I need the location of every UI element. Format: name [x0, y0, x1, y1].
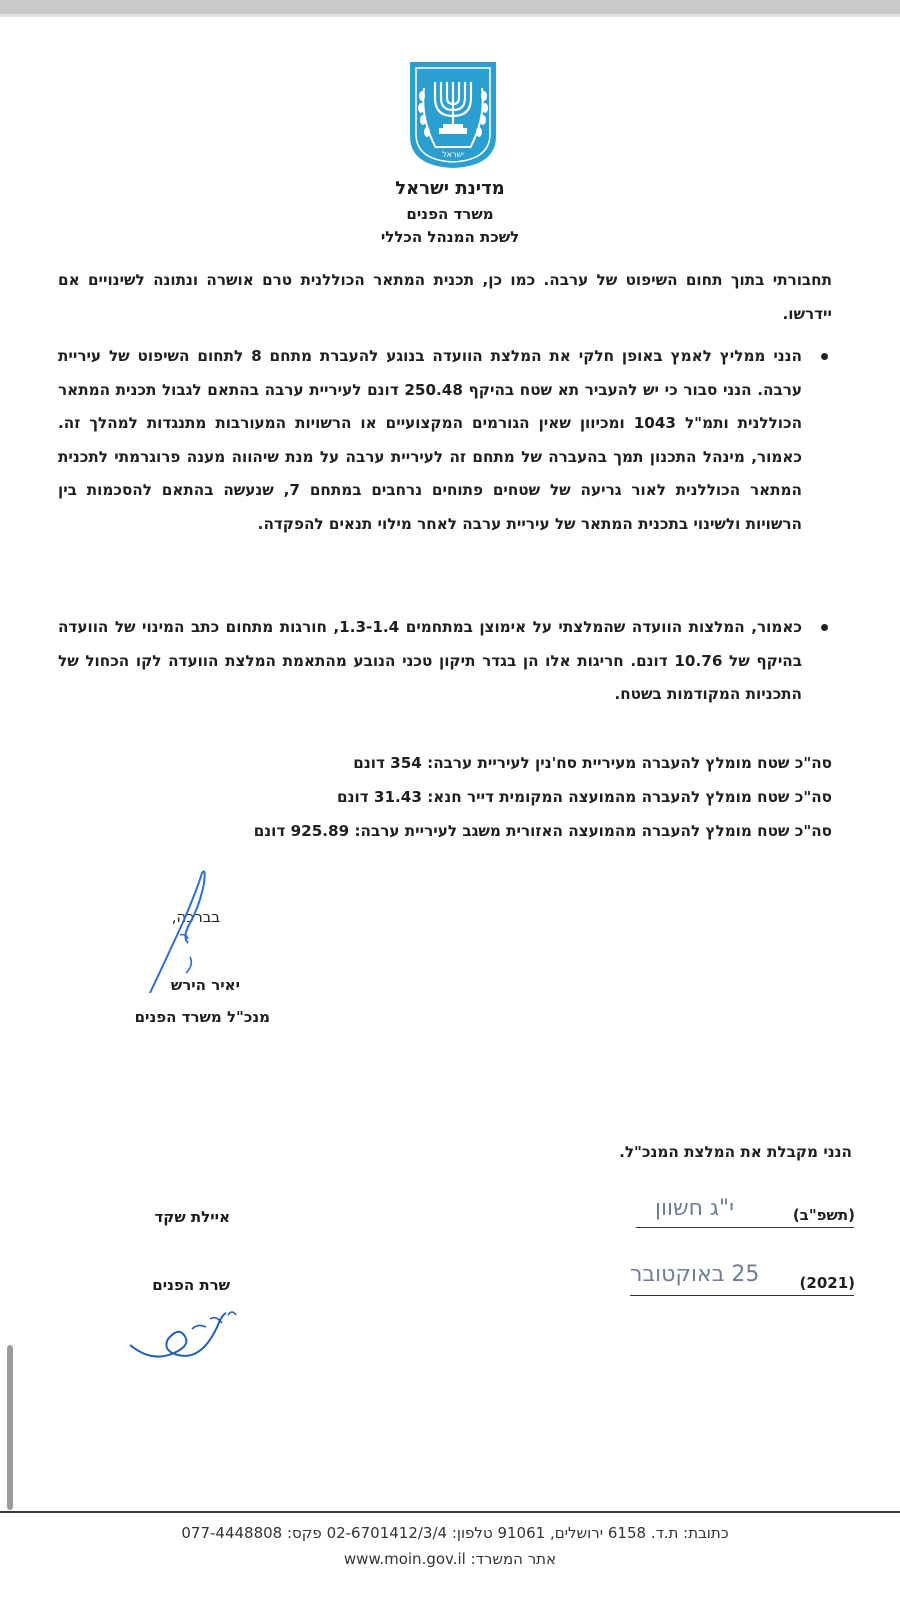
minister-title: שרת הפנים	[152, 1276, 230, 1294]
footer-address: כתובת: ת.ד. 6158 ירושלים, 91061 טלפון: 02-6701412/3/4 פקס: 077-4448808	[181, 1524, 729, 1542]
bullet-list-1	[58, 340, 832, 542]
gregorian-date-suffix: (2021)	[799, 1274, 855, 1292]
summary-line: סה"כ שטח מומלץ להעברה מהמועצה האזורית משגב לעיריית ערבה: 925.89 דונם	[253, 822, 832, 840]
footer-divider	[0, 1511, 900, 1513]
svg-text:ישראל: ישראל	[442, 150, 464, 159]
bullet-icon	[821, 353, 828, 360]
hebrew-date-suffix: (תשפ"ב)	[792, 1206, 855, 1224]
minister-signature-icon	[122, 1305, 242, 1375]
closing-greeting: בברכה,	[171, 908, 220, 926]
intro-paragraph: תחבורתי בתוך תחום השיפוט של ערבה. כמו כן, תכנית המתאר הכוללנית טרם אושרה ונתונה לשינויים אם יידרשו.	[58, 271, 832, 323]
bullet-text: הנני ממליץ לאמץ באופן חלקי את המלצת הוועדה בנוגע להעברת מתחם 8 לתחום השיפוט של עיריית ערבה. הנני סבור כי יש להעביר תא שטח בהיקף 250.48 דונם לעיריית ערבה בהתאם לגבול תכנית המתאר הכוללנית ותמ"ל 1043 ומכיוון שאין הגורמים המקצועיים או הרשויות המעורבות מתנגדות למהלך זה. כאמור, מינהל התכנון תמך בהעברה של מתחם זה לעיריית ערבה על מנת שיהווה מענה פרוגרמתי לתכנית המתאר הכוללנית לאור גריעה של שטחים פתוחים נרחבים במתחם 7, שנעשה בהתאם להסכמות בין הרשויות ולשינוי בתכנית המתאר של עיריית ערבה לאחר מילוי תנאים להפקדה.	[58, 347, 803, 533]
signer-title: מנכ"ל משרד הפנים	[134, 1008, 270, 1026]
ministry-title: משרד הפנים	[406, 205, 494, 223]
summary-line: סה"כ שטח מומלץ להעברה מהמועצה המקומית דייר חנא: 31.43 דונם	[337, 788, 832, 806]
bullet-list-2	[58, 611, 832, 712]
state-emblem-icon	[406, 58, 500, 170]
gregorian-date-underline	[630, 1295, 854, 1296]
gregorian-date-handwritten: 25 באוקטובר	[630, 1262, 760, 1287]
bullet-text: כאמור, המלצות הוועדה שהמלצתי על אימוצן במתחמים 1.3-1.4, חורגות מתחום כתב המינוי של הוועדה בהיקף של 10.76 דונם. חריגות אלו הן בגדר תיקון טכני הנובע מהתאמת המלצת הוועדה לקו הכחול של התכניות המקודמות בשטח.	[58, 618, 802, 704]
state-title: מדינת ישראל	[395, 178, 505, 199]
minister-name: איילת שקד	[154, 1208, 230, 1226]
footer-website: אתר המשרד: www.moin.gov.il	[343, 1550, 557, 1568]
director-signature-icon	[128, 865, 228, 1005]
scrollbar-thumb[interactable]	[7, 1345, 13, 1510]
office-title: לשכת המנהל הכללי	[380, 228, 520, 246]
browser-top-bar-shadow	[0, 14, 900, 17]
approval-text: הנני מקבלת את המלצת המנכ"ל.	[619, 1143, 852, 1161]
hebrew-date-underline	[636, 1227, 854, 1228]
summary-line: סה"כ שטח מומלץ להעברה מעיריית סח'נין לעיריית ערבה: 354 דונם	[353, 754, 832, 772]
browser-top-bar	[0, 0, 900, 14]
list-item	[58, 611, 832, 712]
bullet-icon	[821, 624, 828, 631]
hebrew-date-handwritten: י"ג חשוון	[655, 1196, 735, 1221]
signer-name: יאיר הירש	[170, 976, 240, 994]
list-item	[58, 340, 832, 542]
